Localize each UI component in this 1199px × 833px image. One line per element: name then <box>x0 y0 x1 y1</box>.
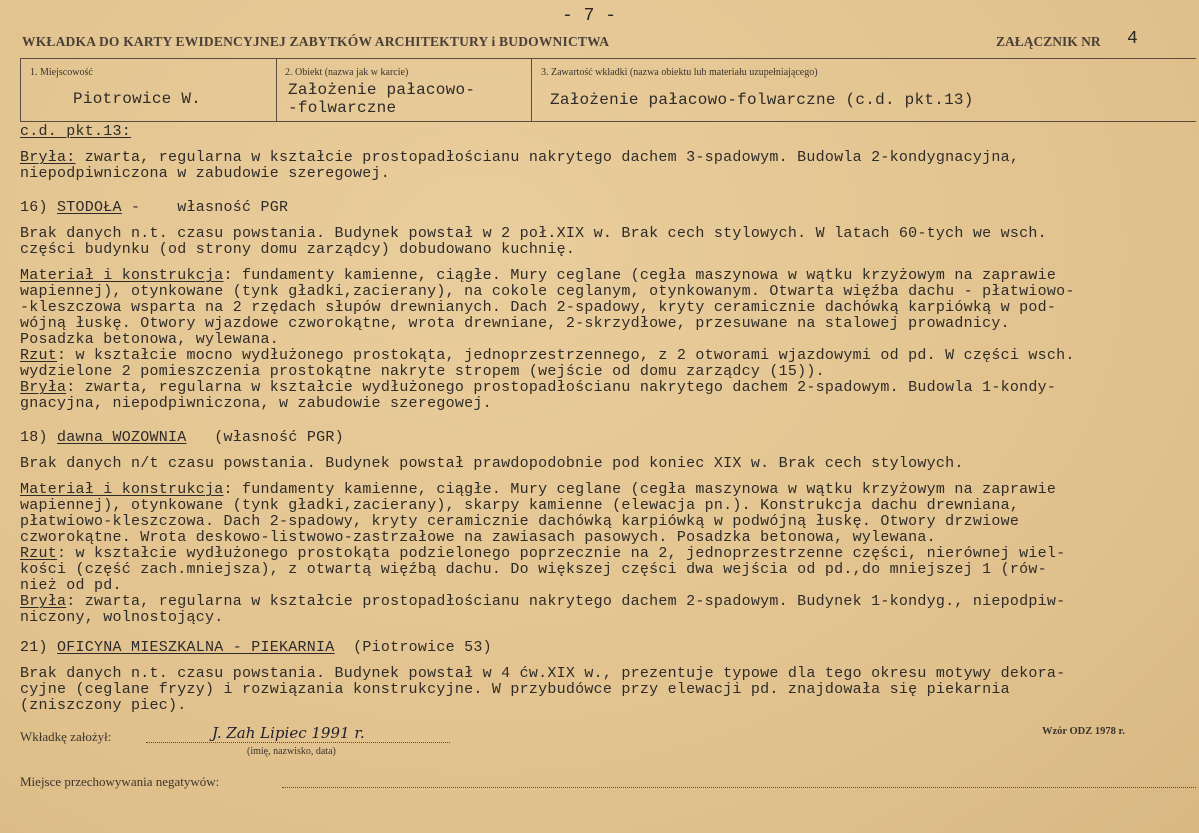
keyword-material: Materiał i konstrukcja <box>20 481 224 498</box>
text-line: Brak danych n.t. czasu powstania. Budynek powstał w 4 ćw.XIX w., prezentuje typowe dla tego okresu motywy dekora- <box>20 665 1066 682</box>
form-title: WKŁADKA DO KARTY EWIDENCYJNEJ ZABYTKÓW ARCHITEKTURY i BUDOWNICTWA <box>22 34 610 49</box>
text-line: Materiał i konstrukcja: fundamenty kamienne, ciągłe. Mury ceglane (cegła maszynowa w wątku krzyżowym na zaprawie <box>20 481 1057 498</box>
text-line: czworokątne. Wrota deskowo-listwowo-zastrzałowe na zawiasach pasowych. Posadzka betonowa, wylewana. <box>20 529 936 546</box>
field-2-label: 2. Obiekt (nazwa jak w karcie) <box>285 67 409 78</box>
keyword-bryla: Bryła: <box>20 149 76 166</box>
page-number: - 7 - <box>562 6 617 26</box>
header-rule-bottom <box>20 121 1196 122</box>
field-2-value-line-2: -folwarczne <box>288 99 397 117</box>
text-line: Rzut: w kształcie wydłużonego prostokąta podzielonego poprzecznie na 2, jednoprzestrzenne części, nierównej wiel- <box>20 545 1066 562</box>
field-1-value: Piotrowice W. <box>73 90 202 108</box>
creator-dotted-line <box>146 742 450 743</box>
keyword-bryla: Bryła <box>20 593 67 610</box>
box-divider-2 <box>531 58 532 121</box>
field-3-value: Założenie pałacowo-folwarczne (c.d. pkt.13) <box>550 91 974 109</box>
header-rule-top <box>20 58 1196 59</box>
text-line: wydzielone 2 pomieszczenia prostokątne nakryte stropem (wejście od domu zarządcy (15)). <box>20 363 825 380</box>
keyword-rzut: Rzut <box>20 347 58 364</box>
creator-label: Wkładkę założył: <box>20 729 112 744</box>
keyword-rzut: Rzut <box>20 545 58 562</box>
text-line: -kleszczowa wsparta na 2 rzędach słupów drewnianych. Dach 2-spadowy, kryty ceramicznie dachówką karpiówką w pod- <box>20 299 1057 316</box>
text-line: Rzut: w kształcie mocno wydłużonego prostokąta, jednoprzestrzennego, z 2 otworami wjazdowymi od pd. W części wsch. <box>20 347 1075 364</box>
form-code: Wzór ODZ 1978 r. <box>1042 726 1125 737</box>
text-line: wapiennej), otynkowane (tynk gładki,zacierany), na cokole ceglanym, otynkowanym. Otwarta więźba dachu - płatwiowo- <box>20 283 1075 300</box>
annex-label: ZAŁĄCZNIK NR <box>996 34 1101 49</box>
text-line: Bryła: zwarta, regularna w kształcie wydłużonego prostopadłościanu nakrytego dachem 2-spadowym. Budowla 1-kondy- <box>20 379 1057 396</box>
box-divider-1 <box>276 58 277 121</box>
creator-sublabel: (imię, nazwisko, data) <box>247 746 336 757</box>
negatives-dotted-line <box>282 787 1196 788</box>
text-line: gnacyjna, niepodpiwniczona, w zabudowie szeregowej. <box>20 395 492 412</box>
section-18-heading: 18) dawna WOZOWNIA (własność PGR) <box>20 429 344 446</box>
field-3-label: 3. Zawartość wkładki (nazwa obiektu lub materiału uzupełniającego) <box>541 67 818 78</box>
text-line: Brak danych n.t. czasu powstania. Budynek powstał w 2 poł.XIX w. Brak cech stylowych. W latach 60-tych we wsch. <box>20 225 1047 242</box>
text-line: części budynku (od strony domu zarządcy) dobudowano kuchnię. <box>20 241 576 258</box>
text-line: płatwiowo-kleszczowa. Dach 2-spadowy, kryty ceramicznie dachówką karpiówką w podwójną łuskę. Otwory drzwiowe <box>20 513 1020 530</box>
text-line: wójną łuskę. Otwory wjazdowe czworokątne, wrota drewniane, 2-skrzydłowe, przesuwane na stalowej prowadnicy. <box>20 315 1010 332</box>
continuation-heading: c.d. pkt.13: <box>20 123 132 140</box>
section-16-heading: 16) STODOŁA - własność PGR <box>20 199 289 216</box>
text-line: Posadzka betonowa, wylewana. <box>20 331 280 348</box>
section-21-heading: 21) OFICYNA MIESZKALNA - PIEKARNIA (Piotrowice 53) <box>20 639 492 656</box>
text-line: Brak danych n/t czasu powstania. Budynek powstał prawdopodobnie pod koniec XIX w. Brak cech stylowych. <box>20 455 964 472</box>
text-line: niczony, wolnostojący. <box>20 609 224 626</box>
annex-number: 4 <box>1127 29 1138 49</box>
text-line: (zniszczony piec). <box>20 697 187 714</box>
keyword-bryla: Bryła <box>20 379 67 396</box>
text-line: Bryła: zwarta, regularna w kształcie prostopadłościanu nakrytego dachem 2-spadowym. Budynek 1-kondyg., niepodpiw- <box>20 593 1066 610</box>
text-line: Bryła: zwarta, regularna w kształcie prostopadłościanu nakrytego dachem 3-spadowym. Budowla 2-kondygnacyjna, <box>20 149 1020 166</box>
body-text <box>20 124 1195 714</box>
keyword-material: Materiał i konstrukcja <box>20 267 224 284</box>
field-1-label: 1. Miejscowość <box>30 67 93 78</box>
negatives-label: Miejsce przechowywania negatywów: <box>20 774 220 789</box>
text-line: nież od pd. <box>20 577 122 594</box>
text-line: cyjne (ceglane fryzy) i rozwiązania konstrukcyjne. W przybudówce przy elewacji pd. znajdowała się piekarnia <box>20 681 1010 698</box>
text-line: Materiał i konstrukcja: fundamenty kamienne, ciągłe. Mury ceglane (cegła maszynowa w wątku krzyżowym na zaprawie <box>20 267 1057 284</box>
field-2-value-line-1: Założenie pałacowo- <box>288 81 476 99</box>
text-line: wapiennej), otynkowane (tynk gładki,zacierany), skarpy kamienne (elewacja pn.). Konstrukcja dachu drewniana, <box>20 497 1020 514</box>
box-border-left <box>20 58 21 121</box>
text-line: kości (część zach.mniejsza), z otwartą więźbą dachu. Do większej części dwa wejścia od pd.,do mniejszej 1 (rów- <box>20 561 1047 578</box>
text-line: niepodpiwniczona w zabudowie szeregowej. <box>20 165 391 182</box>
handwritten-signature: J. Zah Lipiec 1991 r. <box>212 724 365 742</box>
